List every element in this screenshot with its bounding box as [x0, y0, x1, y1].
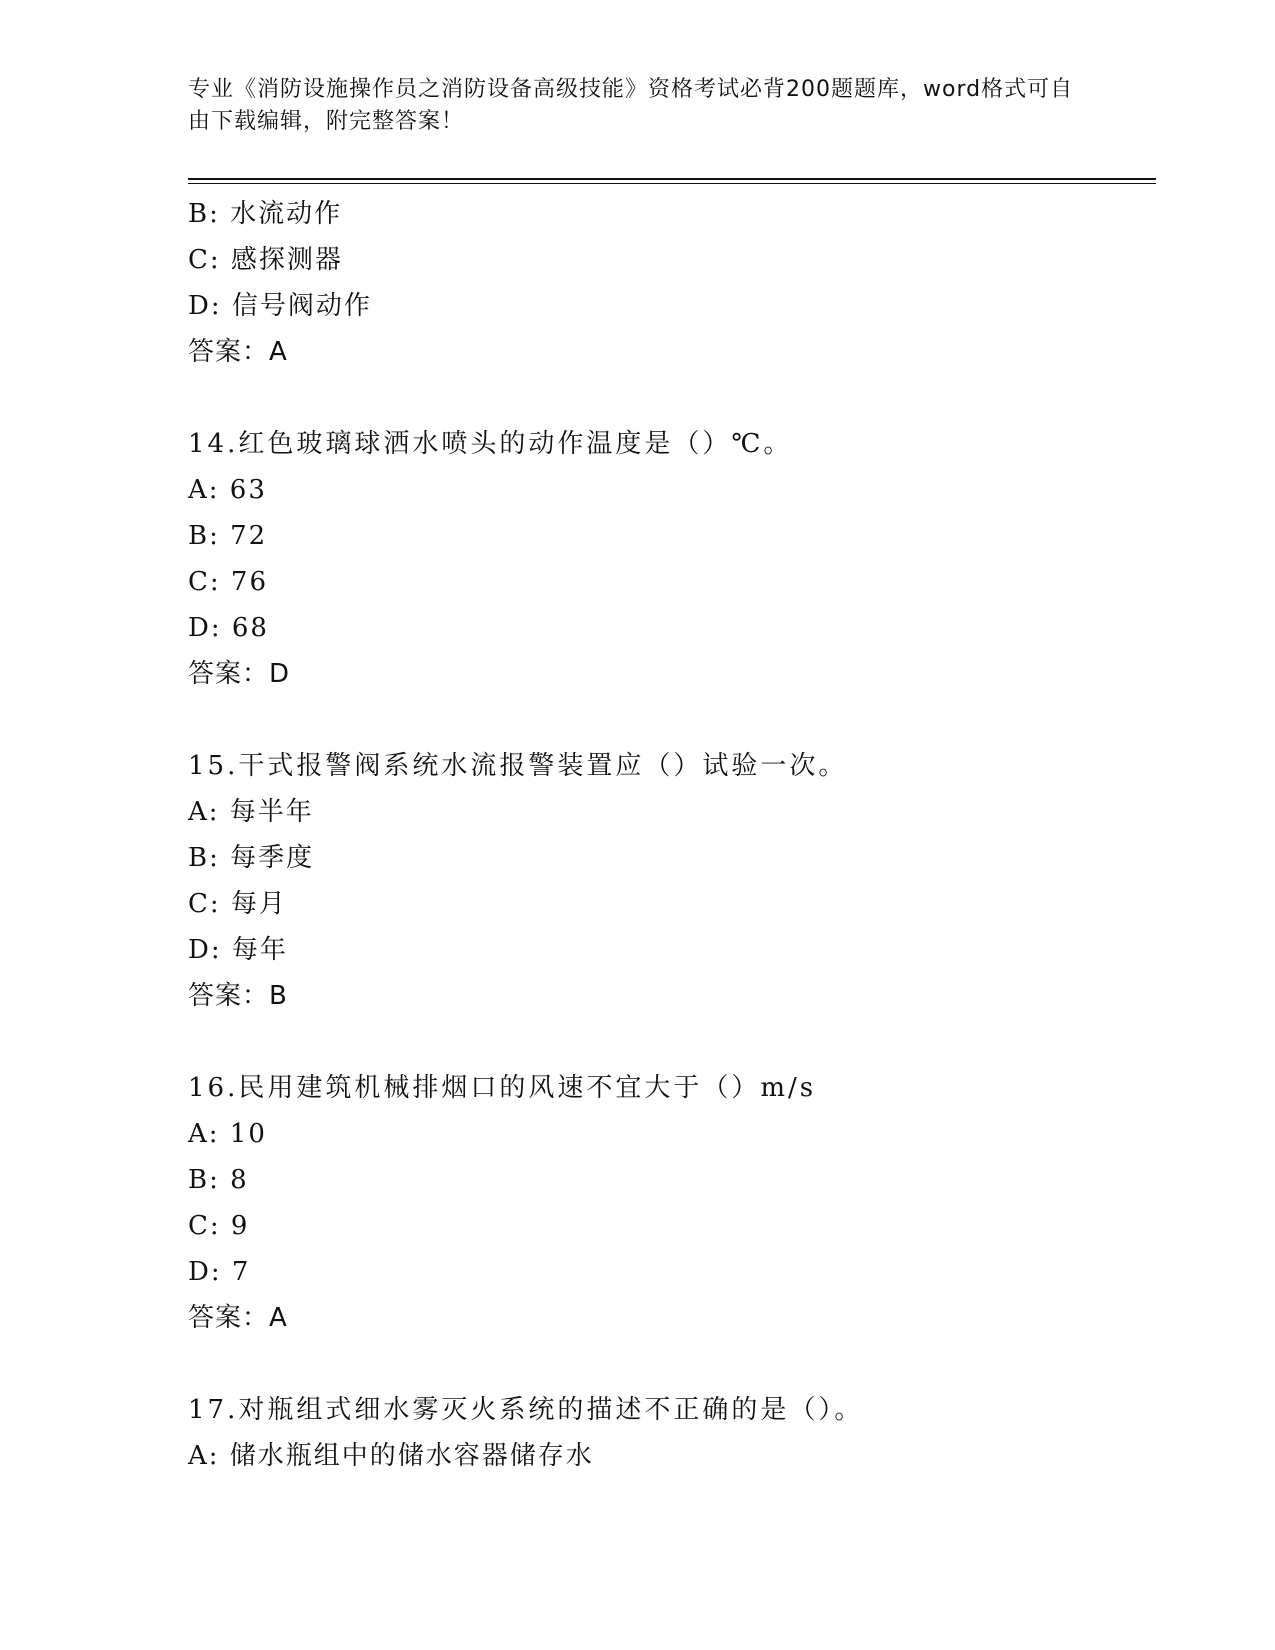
option-c: C: 9 [188, 1211, 250, 1241]
question-17: 17.对瓶组式细水雾灭火系统的描述不正确的是（）。 [188, 1395, 864, 1425]
answer-line: 答案：D [188, 659, 291, 689]
option-d: D: 68 [188, 613, 269, 643]
header-divider-thin [188, 183, 1156, 184]
option-b: B: 水流动作 [188, 199, 343, 229]
option-b: B: 72 [188, 521, 268, 551]
option-a: A: 每半年 [188, 797, 314, 827]
option-c: C: 感探测器 [188, 245, 343, 275]
question-14: 14.红色玻璃球洒水喷头的动作温度是（）℃。 [188, 429, 793, 459]
question-16: 16.民用建筑机械排烟口的风速不宜大于（）m/s [188, 1073, 817, 1103]
option-a: A: 储水瓶组中的储水容器储存水 [188, 1441, 594, 1471]
question-list [188, 191, 1148, 1479]
answer-line: 答案：A [188, 1303, 288, 1333]
option-b: B: 8 [188, 1165, 249, 1195]
answer-line: 答案：A [188, 337, 288, 367]
option-b: B: 每季度 [188, 843, 315, 873]
header-divider [188, 178, 1156, 180]
option-a: A: 10 [188, 1119, 267, 1149]
document-header: 专业《消防设施操作员之消防设备高级技能》资格考试必背200题题库，word格式可自由下载编辑，附完整答案！ [188, 77, 1074, 134]
question-15: 15.干式报警阀系统水流报警装置应（）试验一次。 [188, 751, 848, 781]
option-a: A: 63 [188, 475, 267, 505]
option-c: C: 76 [188, 567, 269, 597]
option-d: D: 信号阀动作 [188, 291, 372, 321]
option-d: D: 7 [188, 1257, 251, 1287]
option-c: C: 每月 [188, 889, 287, 919]
answer-line: 答案：B [188, 981, 288, 1011]
option-d: D: 每年 [188, 935, 288, 965]
